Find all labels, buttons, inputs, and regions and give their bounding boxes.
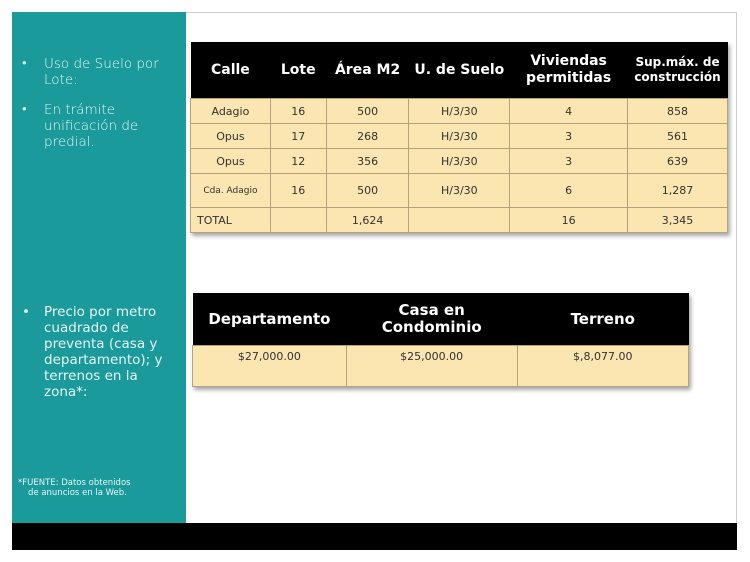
table-cell: 1,624 xyxy=(326,208,409,233)
table-cell: 356 xyxy=(326,149,409,174)
table-cell: Opus xyxy=(191,124,271,149)
bullet-text: Uso de Suelo por Lote: xyxy=(44,56,159,88)
table-cell: 1,287 xyxy=(628,174,728,208)
table-cell: 561 xyxy=(628,124,728,149)
table-cell: Cda. Adagio xyxy=(191,174,271,208)
table-row xyxy=(191,174,728,208)
table-cell: TOTAL xyxy=(191,208,271,233)
column-header: Viviendas permitidas xyxy=(510,42,628,99)
table-cell: $27,000.00 xyxy=(193,346,347,387)
bullet-list-top xyxy=(20,56,184,150)
land-use-table xyxy=(190,42,728,233)
table-cell: H/3/30 xyxy=(409,174,510,208)
table-cell xyxy=(270,208,326,233)
table-cell: $,8,077.00 xyxy=(517,346,689,387)
footnote-line: de anuncios en la Web. xyxy=(28,488,127,498)
table-cell: H/3/30 xyxy=(409,149,510,174)
bullet-list-bottom xyxy=(20,304,184,400)
table-row xyxy=(191,99,728,124)
table-header-row xyxy=(193,293,689,346)
table-cell: 3,345 xyxy=(628,208,728,233)
table-row xyxy=(193,346,689,387)
table-cell: 16 xyxy=(270,174,326,208)
table-cell: 17 xyxy=(270,124,326,149)
table-cell: 858 xyxy=(628,99,728,124)
table-cell: H/3/30 xyxy=(409,99,510,124)
table-cell: 12 xyxy=(270,149,326,174)
table-cell xyxy=(409,208,510,233)
table-cell: 268 xyxy=(326,124,409,149)
table-row xyxy=(191,149,728,174)
column-header: Terreno xyxy=(517,293,689,346)
bullet-dot-icon: • xyxy=(22,304,30,320)
bullet-item xyxy=(20,56,184,88)
price-table xyxy=(192,293,689,387)
table-cell: Opus xyxy=(191,149,271,174)
table-cell: $25,000.00 xyxy=(346,346,517,387)
column-header: U. de Suelo xyxy=(409,42,510,99)
table-cell: 639 xyxy=(628,149,728,174)
table-header-row xyxy=(191,42,728,99)
table-cell: 4 xyxy=(510,99,628,124)
column-header: Lote xyxy=(270,42,326,99)
table-cell: 500 xyxy=(326,99,409,124)
bullet-text: Precio por metro cuadrado de preventa (casa y departamento); y terrenos en la zona*: xyxy=(44,304,163,400)
table-row xyxy=(191,124,728,149)
column-header: Sup.máx. de construcción xyxy=(628,42,728,99)
column-header: Departamento xyxy=(193,293,347,346)
table-cell: 16 xyxy=(510,208,628,233)
bullet-item xyxy=(20,102,184,150)
table-cell: 3 xyxy=(510,149,628,174)
source-footnote xyxy=(18,478,184,498)
table-cell: Adagio xyxy=(191,99,271,124)
footnote-line: *FUENTE: Datos obtenidos xyxy=(18,478,131,488)
bullet-dot-icon: • xyxy=(22,102,27,117)
bottom-bar xyxy=(12,523,737,550)
table-cell: H/3/30 xyxy=(409,124,510,149)
table-cell: 6 xyxy=(510,174,628,208)
table-cell: 16 xyxy=(270,99,326,124)
bullet-text: En trámite unificación de predial. xyxy=(44,102,139,150)
table-cell: 3 xyxy=(510,124,628,149)
column-header: Calle xyxy=(191,42,271,99)
sidebar xyxy=(12,12,186,523)
column-header: Casa en Condominio xyxy=(346,293,517,346)
bullet-dot-icon: • xyxy=(22,56,27,71)
table-total-row xyxy=(191,208,728,233)
table-cell: 500 xyxy=(326,174,409,208)
bullet-item xyxy=(20,304,184,400)
column-header: Área M2 xyxy=(326,42,409,99)
